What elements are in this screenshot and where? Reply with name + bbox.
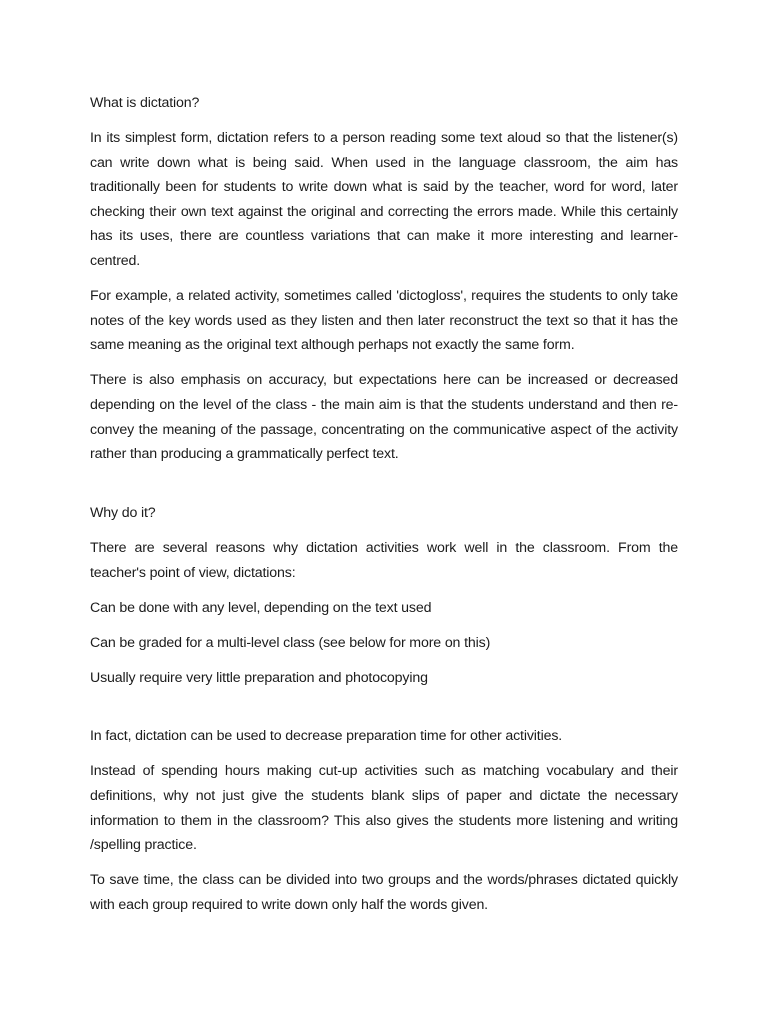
section-heading-why-do-it: Why do it? — [90, 504, 156, 521]
point-multi-level: Can be graded for a multi-level class (see below for more on this) — [90, 634, 491, 651]
paragraph-definition: In its simplest form, dictation refers to a person reading some text aloud so that the listener(s) can write down what is being said. When used in the language classroom, the aim has traditionally been for students to write down what is said by the teacher, word for word, later checking their own text against the original and correcting the errors made. While this certainly has its uses, there are countless variations that can make it more interesting and learner-centred. — [90, 130, 678, 270]
paragraph-accuracy: There is also emphasis on accuracy, but expectations here can be increased or decreased depending on the level of the class - the main aim is that the students understand and then re-convey the meaning of the passage, concentrating on the communicative aspect of the activity rather than producing a grammatically perfect text. — [90, 372, 678, 463]
paragraph-save-time: To save time, the class can be divided into two groups and the words/phrases dictated quickly with each group required to write down only half the words given. — [90, 872, 678, 913]
point-little-preparation: Usually require very little preparation and photocopying — [90, 669, 428, 686]
paragraph-dictogloss: For example, a related activity, sometimes called 'dictogloss', requires the students to only take notes of the key words used as they listen and then later reconstruct the text so that it has the same meaning as the original text although perhaps not exactly the same form. — [90, 288, 678, 354]
point-any-level: Can be done with any level, depending on the text used — [90, 599, 432, 616]
paragraph-reasons-intro: There are several reasons why dictation activities work well in the classroom. From the teacher's point of view, dictations: — [90, 539, 678, 581]
section-heading-what-is-dictation: What is dictation? — [90, 95, 200, 111]
paragraph-decrease-preparation: In fact, dictation can be used to decrease preparation time for other activities. — [90, 728, 563, 745]
paragraph-cut-up-activities: Instead of spending hours making cut-up activities such as matching vocabulary and their definitions, why not just give the students blank slips of paper and dictate the necessary information to them in the classroom? This also gives the students more listening and writing /spelling practice. — [90, 763, 678, 854]
